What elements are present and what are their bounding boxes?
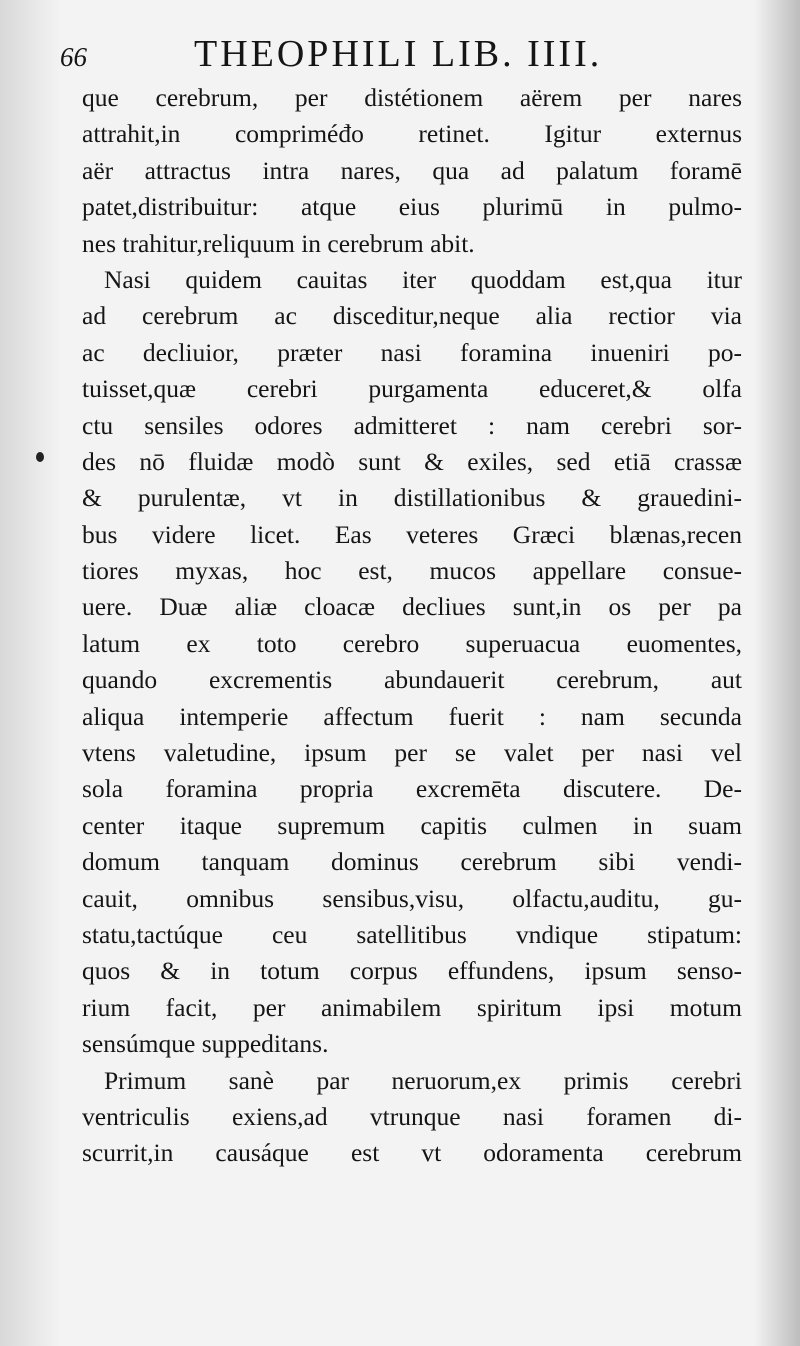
margin-dot — [36, 452, 44, 462]
text-line: aliqua intemperie affectum fuerit : nam secunda — [82, 701, 742, 731]
text-line: & purulentæ, vt in distillationibus & grauedini- — [82, 483, 742, 513]
text-line: ventriculis exiens,ad vtrunque nasi foramen di- — [82, 1101, 742, 1131]
text-line: statu,tactúque ceu satellitibus vndique stipatum: — [82, 919, 742, 949]
body-text — [82, 80, 742, 1172]
text-line: ad cerebrum ac disceditur,neque alia rectior via — [82, 301, 742, 331]
text-line: uere. Duæ aliæ cloacæ decliues sunt,in os per pa — [82, 592, 742, 622]
text-line: domum tanquam dominus cerebrum sibi vendi- — [82, 847, 742, 877]
text-line: ac decliuior, præter nasi foramina inueniri po- — [82, 337, 742, 367]
text-line: vtens valetudine, ipsum per se valet per nasi vel — [82, 738, 742, 768]
text-line: quando excrementis abundauerit cerebrum, aut — [82, 665, 742, 695]
text-line: quos & in totum corpus effundens, ipsum senso- — [82, 956, 742, 986]
text-line: tiores myxas, hoc est, mucos appellare consue- — [82, 556, 742, 586]
text-line: nes trahitur,reliquum in cerebrum abit. — [82, 228, 475, 258]
text-line: sensúmque suppeditans. — [82, 1029, 329, 1059]
text-line: bus videre licet. Eas veteres Græci blænas,recen — [82, 519, 742, 549]
text-line: rium facit, per animabilem spiritum ipsi motum — [82, 992, 742, 1022]
text-line: des nō fluidæ modò sunt & exiles, sed etiā crassæ — [82, 446, 742, 476]
text-line: sola foramina propria excremēta discutere. De- — [82, 774, 742, 804]
text-line: Nasi quidem cauitas iter quoddam est,qua itur — [104, 264, 742, 294]
text-line: que cerebrum, per distétionem aërem per nares — [82, 83, 742, 112]
running-head: THEOPHILI LIB. IIII. — [194, 33, 603, 75]
text-line: latum ex toto cerebro superuacua euomentes, — [82, 628, 742, 658]
text-line: attrahit,in compriméđo retinet. Igitur externus — [82, 119, 742, 149]
text-line: aër attractus intra nares, qua ad palatum foramē — [82, 155, 742, 185]
text-line: Primum sanè par neruorum,ex primis cerebri — [104, 1065, 742, 1095]
text-line: scurrit,in causáque est vt odoramenta cerebrum — [82, 1138, 742, 1168]
text-line: tuisset,quæ cerebri purgamenta educeret,& olfa — [82, 374, 742, 404]
page-number: 66 — [60, 42, 87, 72]
text-line: ctu sensiles odores admitteret : nam cerebri sor- — [82, 410, 742, 440]
text-line: cauit, omnibus sensibus,visu, olfactu,auditu, gu- — [82, 883, 742, 913]
text-line: center itaque supremum capitis culmen in suam — [82, 810, 742, 840]
page-header — [56, 30, 746, 80]
text-line: patet,distribuitur: atque eius plurimū in pulmo- — [82, 192, 742, 222]
